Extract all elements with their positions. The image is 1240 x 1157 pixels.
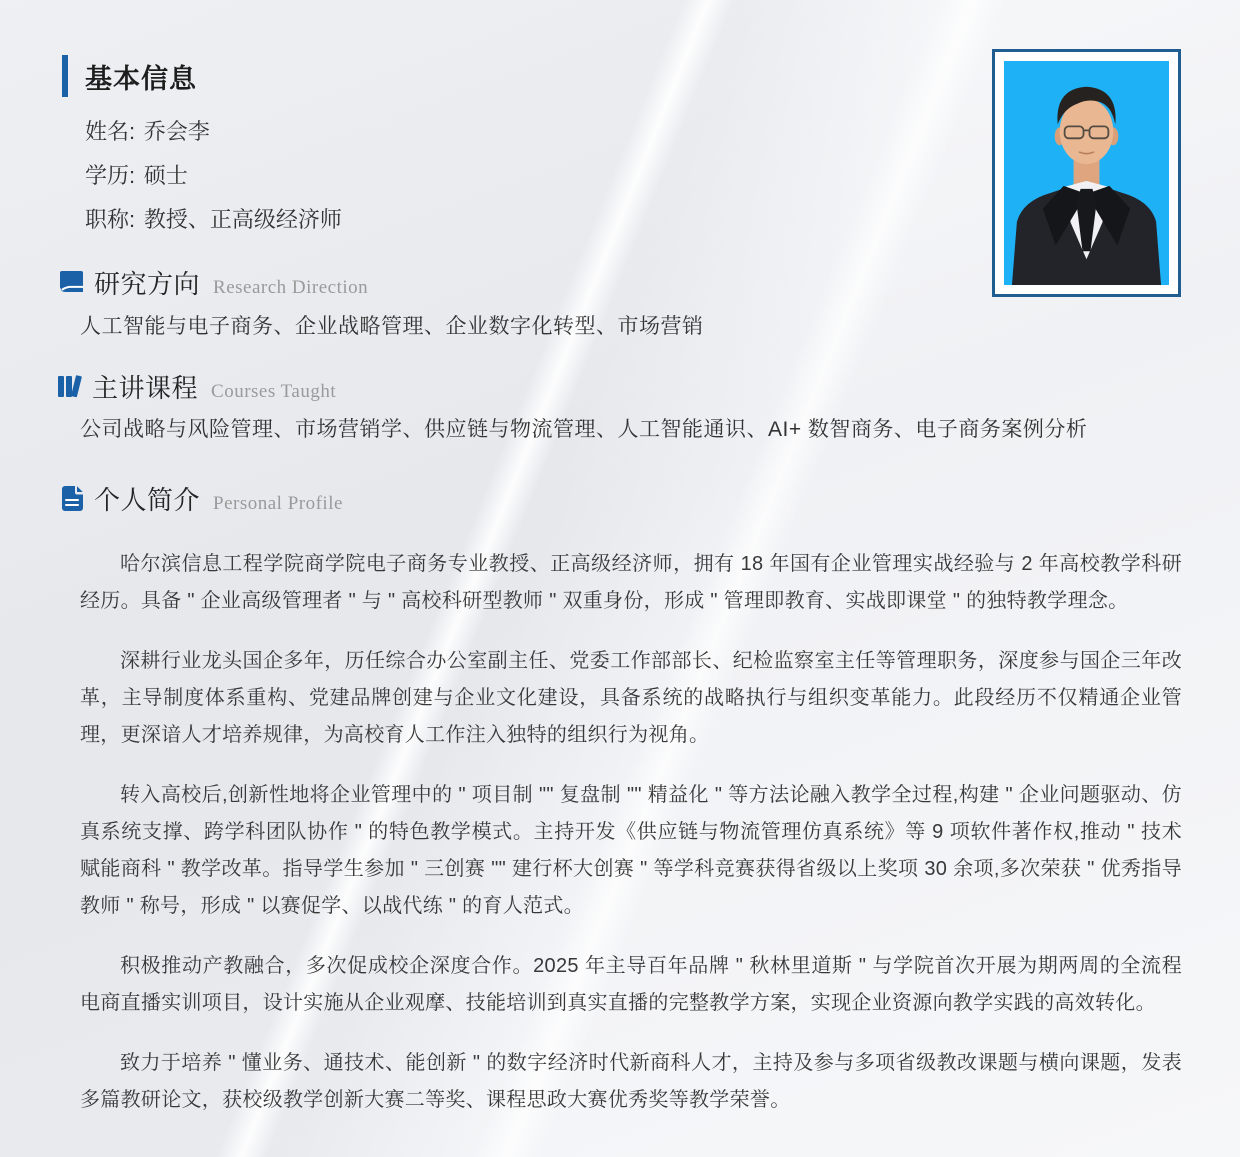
info-row-education — [85, 154, 342, 198]
accent-bar — [62, 55, 68, 97]
section-header-research — [58, 264, 368, 301]
portrait-photo — [992, 49, 1181, 297]
bio-paragraph-3: 转入高校后,创新性地将企业管理中的 " 项目制 "" 复盘制 "" 精益化 " 等方法论融入教学全过程,构建 " 企业问题驱动、仿真系统支撑、跨学科团队协作 " 的特色教学模式。主持开发《供应链与物流管理仿真系统》等 9 项软件著作权,推动 " 技术赋能商科 " 教学改革。指导学生参加 " 三创赛 "" 建行杯大创赛 " 等学科竞赛获得省级以上奖项 30 余项,多次荣获 " 优秀指导教师 " 称号，形成 " 以赛促学、以战代练 " 的育人范式。 — [80, 784, 1182, 917]
info-value: 硕士 — [143, 163, 188, 188]
info-label: 职称: — [85, 207, 136, 232]
bio-paragraph-2: 深耕行业龙头国企多年，历任综合办公室副主任、党委工作部部长、纪检监察室主任等管理职务，深度参与国企三年改革，主导制度体系重构、党建品牌创建与企业文化建设，具备系统的战略执行与组织变革能力。此段经历不仅精通企业管理，更深谙人才培养规律，为高校育人工作注入独特的组织行为视角。 — [80, 650, 1182, 746]
library-books-icon — [56, 373, 83, 400]
section-title-cn: 个人简介 — [94, 485, 201, 515]
document-icon — [58, 485, 85, 512]
section-title-en: Research Direction — [213, 277, 369, 298]
book-icon — [58, 269, 85, 296]
bio-paragraph-1: 哈尔滨信息工程学院商学院电子商务专业教授、正高级经济师，拥有 18 年国有企业管理实战经验与 2 年高校教学科研经历。具备 " 企业高级管理者 " 与 " 高校科研型教师 " 双重身份，形成 " 管理即教育、实战即课堂 " 的独特教学理念。 — [80, 553, 1182, 612]
basic-info-title: 基本信息 — [85, 63, 197, 94]
info-row-name — [85, 110, 342, 154]
profile-biography — [80, 546, 1182, 1142]
basic-info-list — [85, 110, 342, 242]
info-value: 教授、正高级经济师 — [143, 207, 342, 232]
section-title-cn: 研究方向 — [94, 269, 201, 299]
portrait-photo-illustration — [1004, 61, 1169, 285]
research-direction-content: 人工智能与电子商务、企业战略管理、企业数字化转型、市场营销 — [80, 315, 704, 338]
info-label: 姓名: — [85, 119, 136, 144]
section-header-profile — [58, 480, 343, 517]
bio-paragraph-5: 致力于培养 " 懂业务、通技术、能创新 " 的数字经济时代新商科人才，主持及参与多项省级教改课题与横向课题，发表多篇教研论文，获校级教学创新大赛二等奖、课程思政大赛优秀奖等教学荣誉。 — [80, 1052, 1182, 1111]
info-label: 学历: — [85, 163, 136, 188]
bio-paragraph-4: 积极推动产教融合，多次促成校企深度合作。2025 年主导百年品牌 " 秋林里道斯 " 与学院首次开展为期两周的全流程电商直播实训项目，设计实施从企业观摩、技能培训到真实直播的完整教学方案，实现企业资源向教学实践的高效转化。 — [80, 955, 1182, 1014]
section-title-en: Courses Taught — [211, 381, 337, 402]
courses-taught-content: 公司战略与风险管理、市场营销学、供应链与物流管理、人工智能通识、AI+ 数智商务、电子商务案例分析 — [80, 418, 1088, 441]
info-row-title — [85, 198, 342, 242]
section-title-en: Personal Profile — [213, 493, 343, 514]
section-header-courses — [56, 368, 336, 405]
info-value: 乔会李 — [143, 119, 210, 144]
basic-info-heading — [62, 55, 197, 97]
section-title-cn: 主讲课程 — [92, 373, 199, 403]
